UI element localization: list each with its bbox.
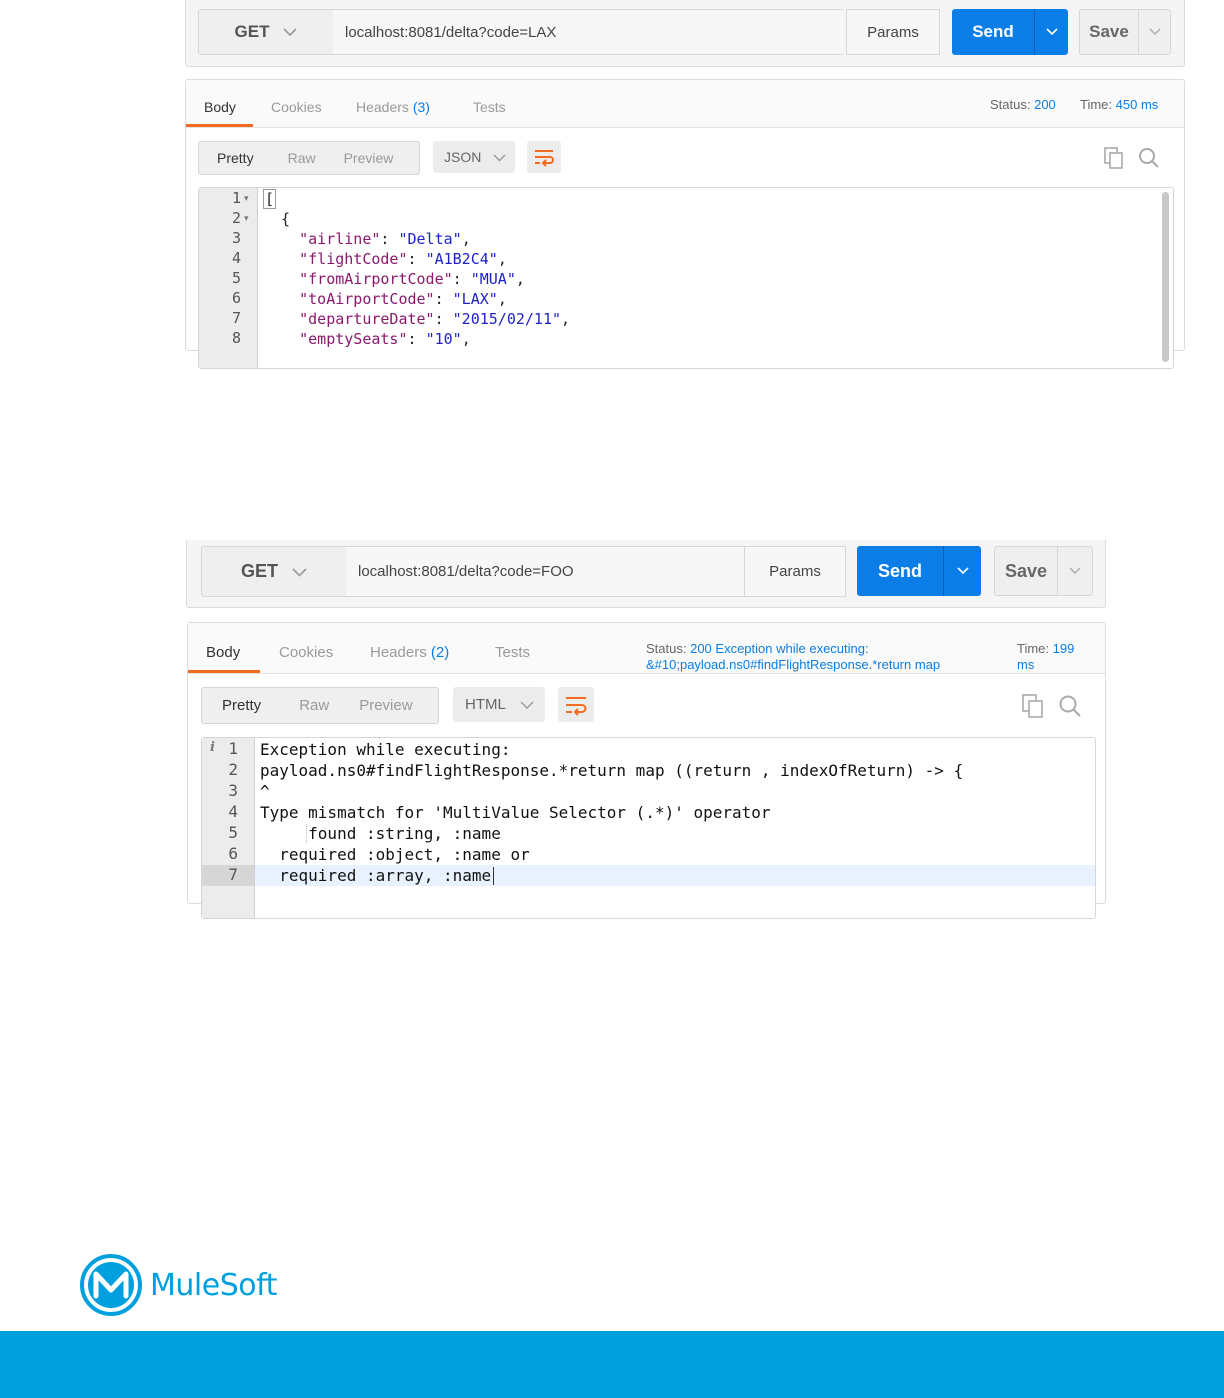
code-line: required :array, :name [260,866,492,885]
send-label: Send [972,22,1014,41]
method-label: GET [240,561,278,581]
wrap-lines-icon [565,696,587,714]
copy-icon[interactable] [1020,693,1046,719]
line-number: 5 [231,269,241,287]
format-label: JSON [444,149,482,165]
request-bar [186,540,1106,608]
view-raw[interactable]: Raw [287,150,316,166]
headers-count-badge: (2) [430,644,450,661]
code-line: "flightCode": "A1B2C4", [299,250,507,268]
code-line: "toAirportCode": "LAX", [299,290,507,308]
view-pretty[interactable]: Pretty [217,150,254,166]
json-code [263,188,1155,368]
params-button[interactable] [744,546,846,597]
info-icon: i [210,740,215,755]
wrap-lines-button[interactable] [527,141,561,173]
line-number: 7 [231,309,241,327]
view-preview[interactable]: Preview [343,150,394,166]
time-label: Time: [1080,97,1113,112]
footer-bar [0,1331,1224,1398]
send-dropdown-chevron-icon[interactable] [943,546,981,596]
params-label: Params [769,563,821,580]
mulesoft-m-icon [80,1254,142,1316]
line-number: 7 [228,865,238,884]
chevron-down-icon [283,22,297,42]
send-button[interactable] [857,546,981,596]
send-dropdown-chevron-icon[interactable] [1034,9,1068,55]
wrap-lines-icon [534,149,554,165]
chevron-down-icon [520,696,534,713]
method-select[interactable] [201,546,347,597]
save-label: Save [1004,560,1048,581]
status-value-line1: 200 Exception while executing: [690,641,869,656]
time-readout [1017,641,1074,673]
active-tab-indicator [186,124,253,127]
format-label: HTML [465,696,506,713]
time-label: Time: [1017,641,1050,656]
line-number: 4 [228,802,238,821]
request-bar [185,0,1185,67]
fold-arrow-icon[interactable]: ▾ [244,213,249,223]
save-dropdown-chevron-icon[interactable] [1057,547,1092,595]
line-number: 5 [228,823,238,842]
tab-body[interactable]: Body [204,99,236,115]
params-label: Params [867,23,919,41]
chevron-down-icon [292,561,307,582]
code-line: "fromAirportCode": "MUA", [299,270,525,288]
url-text: localhost:8081/delta?code=LAX [345,23,557,41]
search-icon[interactable] [1136,146,1162,170]
url-text: localhost:8081/delta?code=FOO [358,563,574,580]
save-label: Save [1089,22,1129,41]
tab-tests[interactable]: Tests [495,644,531,661]
line-number: 2 [228,760,238,779]
code-line: found :string, :name [260,824,501,843]
line-number: 1 [231,189,241,207]
code-line: payload.ns0#findFlightResponse.*return map ((return , indexOfReturn) -> { [260,761,964,780]
line-number: 8 [231,329,241,347]
line-number: 3 [228,781,238,800]
chevron-down-icon [493,149,506,165]
code-line: required :object, :name or [260,845,530,864]
response-panel [185,79,1185,351]
response-panel [187,622,1106,904]
url-input[interactable] [333,9,843,55]
line-number: 6 [228,844,238,863]
format-select[interactable] [453,687,545,722]
code-editor[interactable] [201,737,1096,919]
view-raw[interactable]: Raw [299,697,330,714]
params-button[interactable] [846,9,940,55]
tab-body[interactable]: Body [206,644,241,661]
line-number: 6 [231,289,241,307]
response-tabs [188,623,1105,674]
headers-count-badge: (3) [412,99,430,115]
tab-cookies[interactable]: Cookies [279,644,334,661]
method-select[interactable] [198,9,334,55]
tab-tests[interactable]: Tests [473,99,506,115]
wrap-lines-button[interactable] [558,687,594,722]
tab-headers-label: Headers [370,644,427,661]
view-pretty[interactable]: Pretty [222,697,262,714]
search-icon[interactable] [1056,693,1084,719]
text-cursor [493,867,494,885]
vertical-scrollbar[interactable] [1162,192,1169,362]
code-line: [ [265,190,275,208]
tab-cookies[interactable]: Cookies [271,99,322,115]
tab-headers[interactable] [356,99,430,115]
code-editor[interactable] [198,187,1174,369]
method-label: GET [234,22,270,41]
status-label: Status: [646,641,687,656]
status-readout [646,641,940,673]
status-label: Status: [990,97,1031,112]
fold-arrow-icon[interactable]: ▾ [244,193,249,203]
line-number: 4 [231,249,241,267]
save-button[interactable] [1079,9,1171,55]
time-value-line1: 199 [1052,641,1075,656]
code-line: "emptySeats": "10", [299,330,471,348]
mulesoft-logo [80,1254,277,1316]
line-number: 1 [228,739,238,758]
indent-guide [306,824,307,843]
code-line: Type mismatch for 'MultiValue Selector (.*)' operator [260,803,771,822]
time-value: 450 ms [1115,97,1159,112]
save-button[interactable] [994,546,1093,596]
format-select[interactable] [433,141,515,173]
response-tabs [186,80,1184,128]
time-readout [1080,97,1158,112]
tab-headers[interactable] [370,644,449,661]
status-readout [990,97,1056,112]
active-tab-indicator [188,670,260,673]
copy-icon[interactable] [1102,146,1126,170]
url-input[interactable] [346,546,744,597]
error-text [260,738,1089,918]
view-preview[interactable]: Preview [359,697,413,714]
brand-name: MuleSoft [150,1267,277,1303]
code-line: "departureDate": "2015/02/11", [299,310,571,328]
line-number: 3 [231,229,241,247]
postman-request-panel-lax [185,0,1185,348]
code-line: Exception while executing: [260,740,511,759]
code-line: { [263,210,291,228]
save-dropdown-chevron-icon[interactable] [1138,10,1170,54]
code-line: "airline": "Delta", [299,230,471,248]
send-button[interactable] [952,9,1068,55]
send-label: Send [877,560,922,581]
tab-headers-label: Headers [356,99,409,115]
status-value: 200 [1034,97,1056,112]
status-value-line2: &#10;payload.ns0#findFlightResponse.*return map [646,657,941,672]
view-mode-toggle [201,687,439,724]
line-number: 2 [231,209,241,227]
view-mode-toggle [198,141,420,175]
time-value-line2: ms [1017,657,1035,672]
postman-request-panel-foo [186,540,1106,890]
code-line: ^ [260,782,270,801]
